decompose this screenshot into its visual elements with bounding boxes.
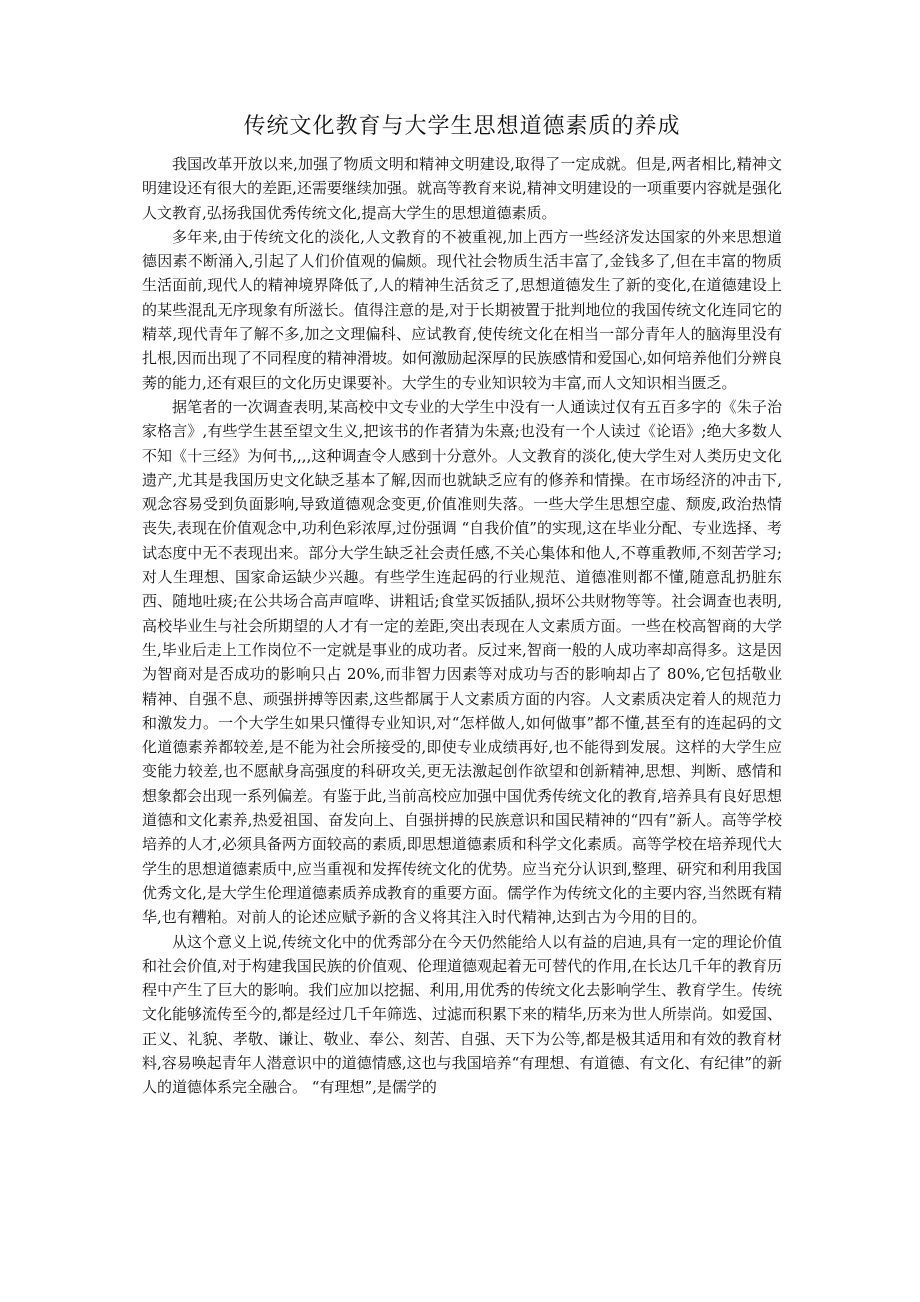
paragraph-2: 多年来,由于传统文化的淡化,人文教育的不被重视,加上西方一些经济发达国家的外来思想道德因素不断涌入,引起了人们价值观的偏颇。现代社会物质生活丰富了,金钱多了,但在丰富的物质生活面前,现代人的精神境界降低了,人的精神生活贫乏了,思想道德发生了新的变化,在道德建设上的某些混乱无序现象有所滋长。值得注意的是,对于长期被置于批判地位的我国传统文化连同它的精萃,现代青年了解不多,加之文理偏科、应试教育,使传统文化在相当一部分青年人的脑海里没有扎根,因而出现了不同程度的精神滑坡。如何激励起深厚的民族感情和爱国心,如何培养他们分辨良莠的能力,还有艰巨的文化历史课要补。大学生的专业知识较为丰富,而人文知识相当匮乏。 [142,227,782,392]
paragraph-1: 我国改革开放以来,加强了物质文明和精神文明建设,取得了一定成就。但是,两者相比,精神文明建设还有很大的差距,还需要继续加强。就高等教育来说,精神文明建设的一项重要内容就是强化人文教育,弘扬我国优秀传统文化,提高大学生的思想道德素质。 [142,155,782,222]
document-page [142,112,782,1100]
paragraph-4: 从这个意义上说,传统文化中的优秀部分在今天仍然能给人以有益的启迪,具有一定的理论价值和社会价值,对于构建我国民族的价值观、伦理道德观起着无可替代的作用,在长达几千年的教育历程中产生了巨大的影响。我们应加以挖掘、利用,用优秀的传统文化去影响学生、教育学生。传统文化能够流传至今的,都是经过几千年筛选、过滤而积累下来的精华,历来为世人所崇尚。如爱国、正义、礼貌、孝敬、谦让、敬业、奉公、刻苦、自强、天下为公等,都是极其适用和有效的教育材料,容易唤起青年人潜意识中的道德情感,这也与我国培养“有理想、有道德、有文化、有纪律”的新人的道德体系完全融合。 “有理想”,是儒学的 [142,932,782,1097]
document-title: 传统文化教育与大学生思想道德素质的养成 [243,114,681,139]
paragraph-3: 据笔者的一次调查表明,某高校中文专业的大学生中没有一人通读过仅有五百多字的《朱子治家格言》,有些学生甚至望文生义,把该书的作者猜为朱熹;也没有一个人读过《论语》;绝大多数人不知《十三经》为何书,,,,这种调查令人感到十分意外。人文教育的淡化,使大学生对人类历史文化遗产,尤其是我国历史文化缺乏基本了解,因而也就缺乏应有的修养和情操。在市场经济的冲击下,观念容易受到负面影响,导致道德观念变更,价值准则失落。一些大学生思想空虚、颓废,政治热情丧失,表现在价值观念中,功利色彩浓厚,过份强调 “自我价值”的实现,这在毕业分配、专业选择、考试态度中无不表现出来。部分大学生缺乏社会责任感,不关心集体和他人,不尊重教师,不刻苦学习;对人生理想、国家命运缺少兴趣。有些学生连起码的行业规范、道德准则都不懂,随意乱扔脏东西、随地吐痰;在公共场合高声喧哗、讲粗话;食堂买饭插队,损坏公共财物等等。社会调查也表明,高校毕业生与社会所期望的人才有一定的差距,突出表现在人文素质方面。一些在校高智商的大学生,毕业后走上工作岗位不一定就是事业的成功者。反过来,智商一般的人成功率却高得多。这是因为智商对是否成功的影响只占 20%,而非智力因素等对成功与否的影响却占了 80%,它包括敬业精神、自强不息、顽强拼搏等因素,这些都属于人文素质方面的内容。人文素质决定着人的规范力和激发力。一个大学生如果只懂得专业知识,对“怎样做人,如何做事”都不懂,甚至有的连起码的文化道德素养都较差,是不能为社会所接受的,即使专业成绩再好,也不能得到发展。这样的大学生应变能力较差,也不愿献身高强度的科研攻关,更无法激起创作欲望和创新精神,思想、判断、感情和想象都会出现一系列偏差。有鉴于此,当前高校应加强中国优秀传统文化的教育,培养具有良好思想道德和文化素养,热爱祖国、奋发向上、自强拼搏的民族意识和国民精神的“四有”新人。高等学校培养的人才,必须具备两方面较高的素质,即思想道德素质和科学文化素质。高等学校在培养现代大学生的思想道德素质中,应当重视和发挥传统文化的优势。应当充分认识到,整理、研究和利用我国优秀文化,是大学生伦理道德素质养成教育的重要方面。儒学作为传统文化的主要内容,当然既有精华,也有糟粕。对前人的论述应赋予新的含义将其注入时代精神,达到古为今用的目的。 [142,397,782,927]
